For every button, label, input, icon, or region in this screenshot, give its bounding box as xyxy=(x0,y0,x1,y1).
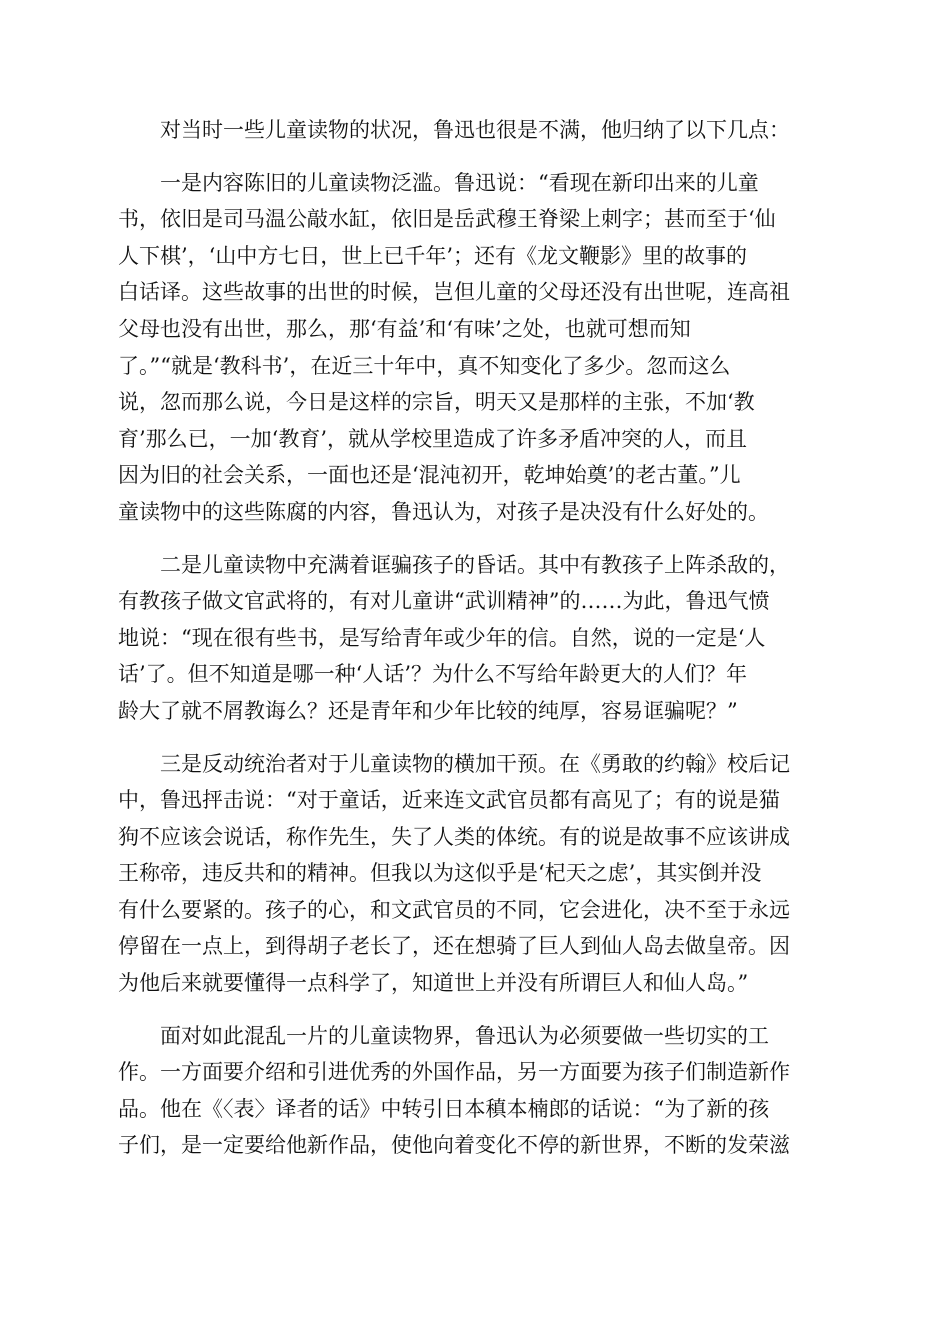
text-line: 书，依旧是司马温公敲水缸，依旧是岳武穆王脊梁上刺字；甚而至于‘仙 xyxy=(118,207,776,232)
text-line: 作。一方面要介绍和引进优秀的外国作品，另一方面要为孩子们制造新作 xyxy=(118,1060,790,1085)
paragraph-point-three xyxy=(118,746,834,1002)
text-line: 对当时一些儿童读物的状况，鲁迅也很是不满，他归纳了以下几点： xyxy=(160,118,790,142)
text-line: 有教孩子做文官武将的，有对儿童讲“武训精神”的……为此，鲁迅气愤 xyxy=(118,589,770,614)
text-line: 地说：“现在很有些书，是写给青年或少年的信。自然，说的一定是‘人 xyxy=(118,625,766,650)
paragraph-point-one xyxy=(118,165,834,531)
article-body xyxy=(118,112,834,1164)
text-line: 为他后来就要懂得一点科学了，知道世上并没有所谓巨人和仙人岛。” xyxy=(118,971,749,996)
text-line: 话’了。但不知道是哪一种‘人话’？为什么不写给年龄更大的人们？年 xyxy=(118,662,748,687)
text-line: 人下棋’，‘山中方七日，世上已千年’；还有《龙文鞭影》里的故事的 xyxy=(118,243,748,268)
text-line: 一是内容陈旧的儿童读物泛滥。鲁迅说：“看现在新印出来的儿童 xyxy=(160,170,759,195)
text-line: 王称帝，违反共和的精神。但我以为这似乎是‘杞天之虑’，其实倒并没 xyxy=(118,861,762,886)
paragraph-conclusion xyxy=(118,1018,834,1164)
text-line: 因为旧的社会关系，一面也还是‘混沌初开，乾坤始奠’的老古董。”儿 xyxy=(118,463,741,488)
text-line: 龄大了就不屑教诲么？还是青年和少年比较的纯厚，容易诓骗呢？” xyxy=(118,698,738,723)
text-line: 面对如此混乱一片的儿童读物界，鲁迅认为必须要做一些切实的工 xyxy=(160,1023,769,1048)
text-line: 了。”“就是‘教科书’，在近三十年中，真不知变化了多少。忽而这么 xyxy=(118,353,731,378)
text-line: 中，鲁迅抨击说：“对于童话，近来连文武官员都有高见了；有的说是猫 xyxy=(118,788,780,813)
text-line: 父母也没有出世，那么，那‘有益’和‘有味’之处，也就可想而知 xyxy=(118,316,691,341)
text-line: 白话译。这些故事的出世的时候，岂但儿童的父母还没有出世呢，连高祖 xyxy=(118,280,790,305)
text-line: 三是反动统治者对于儿童读物的横加干预。在《勇敢的约翰》校后记 xyxy=(160,751,790,776)
text-line: 有什么要紧的。孩子的心，和文武官员的不同，它会进化，决不至于永远 xyxy=(118,897,790,922)
text-line: 二是儿童读物中充满着诓骗孩子的昏话。其中有教孩子上阵杀敌的， xyxy=(160,552,790,577)
text-line: 子们，是一定要给他新作品，使他向着变化不停的新世界，不断的发荣滋 xyxy=(118,1133,790,1158)
text-line: 育’那么已，一加‘教育’，就从学校里造成了许多矛盾冲突的人，而且 xyxy=(118,426,748,451)
text-line: 狗不应该会说话，称作先生，失了人类的体统。有的说是故事不应该讲成 xyxy=(118,824,790,849)
paragraph-intro xyxy=(118,112,834,149)
text-line: 停留在一点上，到得胡子老长了，还在想骑了巨人到仙人岛去做皇帝。因 xyxy=(118,934,790,959)
text-line: 说，忽而那么说，今日是这样的宗旨，明天又是那样的主张，不加‘教 xyxy=(118,390,755,415)
text-line: 品。他在《〈表〉译者的话》中转引日本稹本楠郎的话说：“为了新的孩 xyxy=(118,1096,770,1121)
paragraph-point-two xyxy=(118,547,834,730)
text-line: 童读物中的这些陈腐的内容，鲁迅认为，对孩子是决没有什么好处的。 xyxy=(118,499,769,524)
